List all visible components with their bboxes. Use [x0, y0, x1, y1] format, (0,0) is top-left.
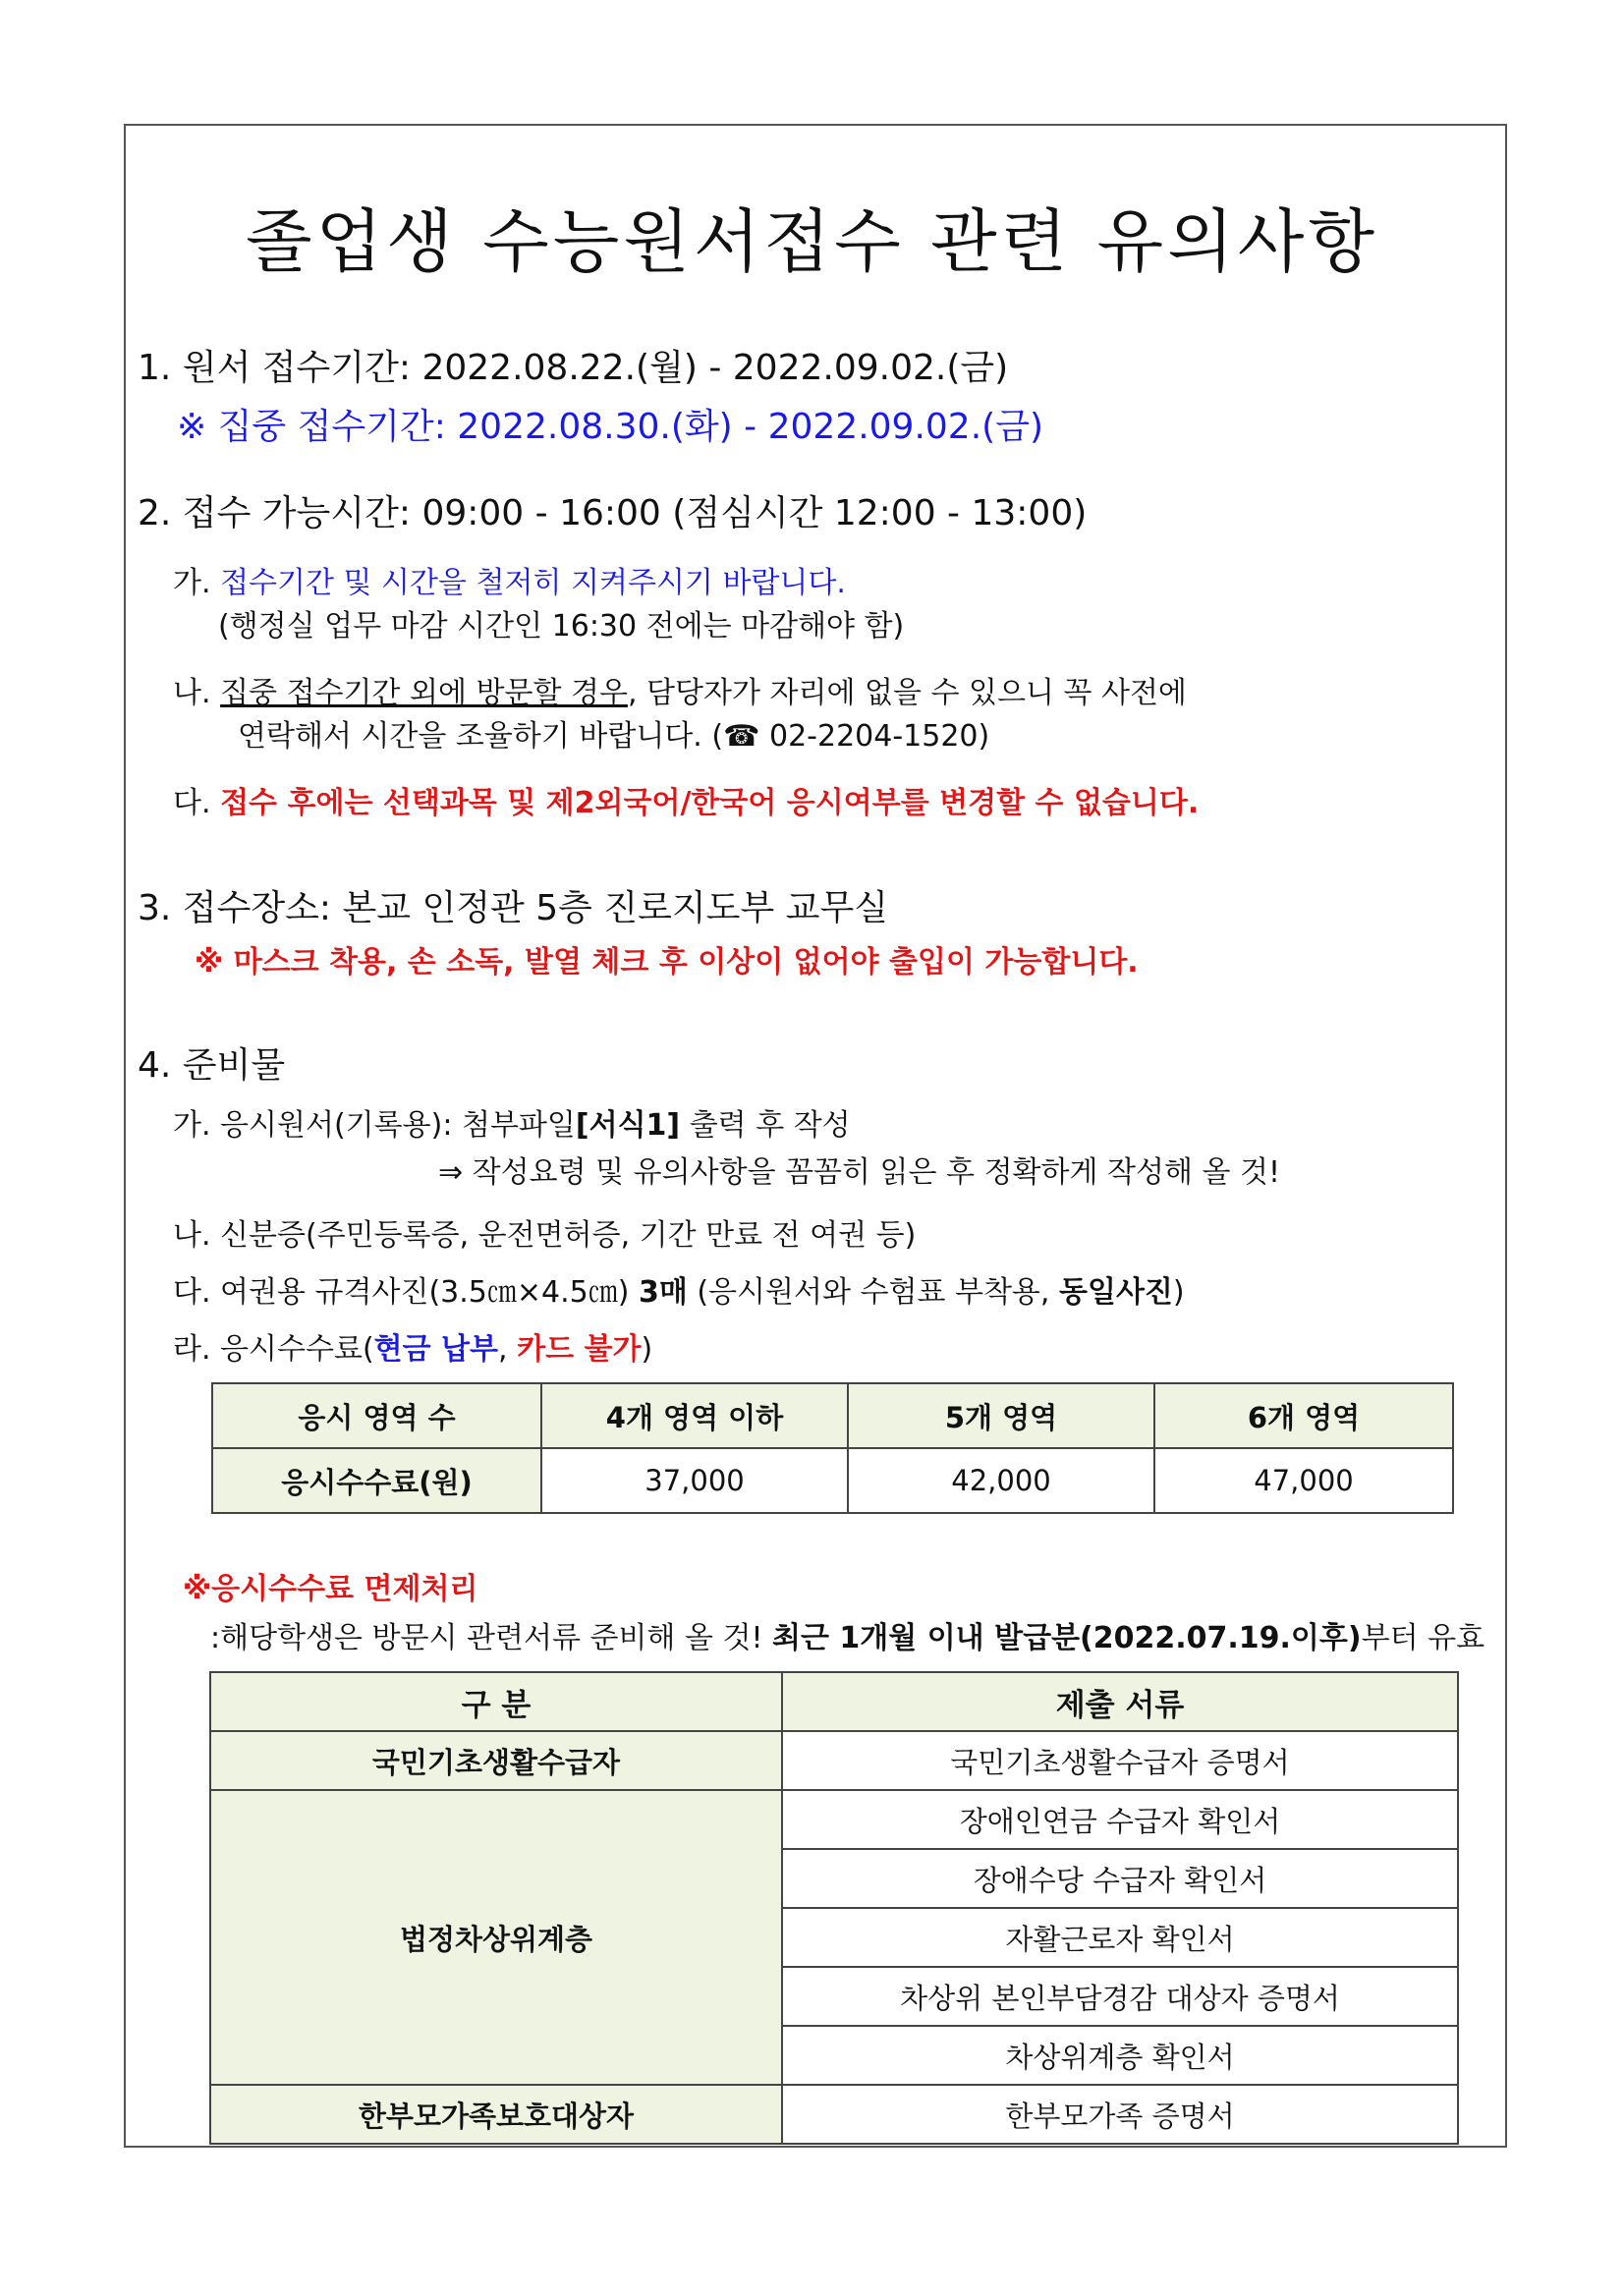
category-cell: 한부모가족보호대상자 [210, 2085, 782, 2144]
fee-header-cell: 6개 영역 [1154, 1383, 1453, 1448]
supply-text: 가. 응시원서(기록용): 첨부파일 [173, 1108, 576, 1143]
item-prefix: 가. [173, 566, 211, 600]
fee-header-cell: 응시 영역 수 [212, 1383, 541, 1448]
validity-period: 최근 1개월 이내 발급분(2022.07.19.이후) [772, 1621, 1362, 1655]
section-2-item-ga [173, 558, 846, 601]
fee-table-header [212, 1383, 1453, 1448]
item-prefix: 다. [173, 786, 211, 820]
document-cell: 국민기초생활수급자 증명서 [782, 1731, 1458, 1790]
section-2-hours: 2. 접수 가능시간: 09:00 - 16:00 (점심시간 12:00 - 13:00) [138, 493, 1088, 533]
exemption-title: ※응시수수료 면제처리 [183, 1572, 478, 1606]
section-3-location: 3. 접수장소: 본교 인정관 5층 진로지도부 교무실 [138, 888, 889, 928]
document-cell: 한부모가족 증명서 [782, 2085, 1458, 2144]
supply-text: ) [641, 1332, 653, 1367]
table-row [210, 2085, 1458, 2144]
visit-outside-period: 집중 접수기간 외에 방문할 경우 [220, 676, 628, 710]
cash-payment: 현금 납부 [373, 1332, 499, 1367]
section-2-item-na [173, 668, 1187, 711]
section-4-supplies: 4. 준비물 [138, 1045, 286, 1086]
fee-cell: 47,000 [1154, 1448, 1453, 1513]
document-cell: 차상위 본인부담경감 대상자 증명서 [782, 1967, 1458, 2026]
category-cell: 국민기초생활수급자 [210, 1731, 782, 1790]
supply-application-form [173, 1100, 851, 1144]
photo-count: 3매 [638, 1275, 688, 1310]
supply-id-card: 나. 신분증(주민등록증, 운전면허증, 기간 만료 전 여권 등) [173, 1218, 917, 1253]
fee-table-row [212, 1448, 1453, 1513]
no-change-warning: 접수 후에는 선택과목 및 제2외국어/한국어 응시여부를 변경할 수 없습니다. [220, 786, 1200, 820]
document-cell: 자활근로자 확인서 [782, 1908, 1458, 1967]
table-row [210, 1790, 1458, 1849]
exemption-description [210, 1613, 1484, 1656]
section-2-item-da [173, 778, 1199, 821]
visit-note: , 담당자가 자리에 없을 수 있으니 꼭 사전에 [627, 676, 1187, 710]
form-instruction: ⇒ 작성요령 및 유의사항을 꼼꼼히 읽은 후 정확하게 작성해 올 것! [438, 1155, 1281, 1190]
page-title: 졸업생 수능원서접수 관련 유의사항 [245, 201, 1379, 282]
supply-text: 다. 여권용 규격사진(3.5㎝×4.5㎝) [173, 1275, 639, 1310]
exemption-header-cell: 구 분 [210, 1672, 782, 1731]
section-1-focus-period: ※ 집중 접수기간: 2022.08.30.(화) - 2022.09.02.(금) [177, 407, 1044, 447]
document-cell: 장애수당 수급자 확인서 [782, 1849, 1458, 1908]
fee-header-cell: 5개 영역 [848, 1383, 1154, 1448]
form-name: [서식1] [575, 1108, 681, 1143]
exemption-table [209, 1671, 1459, 2145]
exemption-table-header [210, 1672, 1458, 1731]
office-closing-note: (행정실 업무 마감 시간인 16:30 전에는 마감해야 함) [218, 609, 905, 644]
fee-row-label: 응시수수료(원) [212, 1448, 541, 1513]
supply-photo [173, 1267, 1185, 1311]
supply-text: (응시원서와 수험표 부착용, [687, 1275, 1059, 1310]
exemption-text: 부터 유효 [1361, 1621, 1485, 1655]
deadline-notice: 접수기간 및 시간을 철저히 지켜주시기 바랍니다. [220, 566, 846, 600]
fee-header-cell: 4개 영역 이하 [541, 1383, 848, 1448]
supply-fee [173, 1324, 652, 1368]
supply-text: ) [1172, 1275, 1185, 1310]
supply-text: 라. 응시수수료( [173, 1332, 374, 1367]
document-cell: 장애인연금 수급자 확인서 [782, 1790, 1458, 1849]
contact-line: 연락해서 시간을 조율하기 바랍니다. (☎ 02-2204-1520) [238, 719, 990, 754]
item-prefix: 나. [173, 676, 211, 710]
table-row [210, 1731, 1458, 1790]
exemption-text: :해당학생은 방문시 관련서류 준비해 올 것! [210, 1621, 773, 1655]
same-photo: 동일사진 [1058, 1275, 1173, 1310]
category-cell: 법정차상위계층 [210, 1790, 782, 2085]
supply-text: , [498, 1332, 518, 1367]
supply-text: 출력 후 작성 [680, 1108, 851, 1143]
mask-notice: ※ 마스크 착용, 손 소독, 발열 체크 후 이상이 없어야 출입이 가능합니다. [195, 945, 1139, 980]
fee-cell: 42,000 [848, 1448, 1154, 1513]
fee-table [211, 1382, 1454, 1514]
section-1-period: 1. 원서 접수기간: 2022.08.22.(월) - 2022.09.02.(금) [138, 348, 1009, 388]
fee-cell: 37,000 [541, 1448, 848, 1513]
exemption-header-cell: 제출 서류 [782, 1672, 1458, 1731]
document-cell: 차상위계층 확인서 [782, 2026, 1458, 2085]
no-card: 카드 불가 [517, 1332, 642, 1367]
